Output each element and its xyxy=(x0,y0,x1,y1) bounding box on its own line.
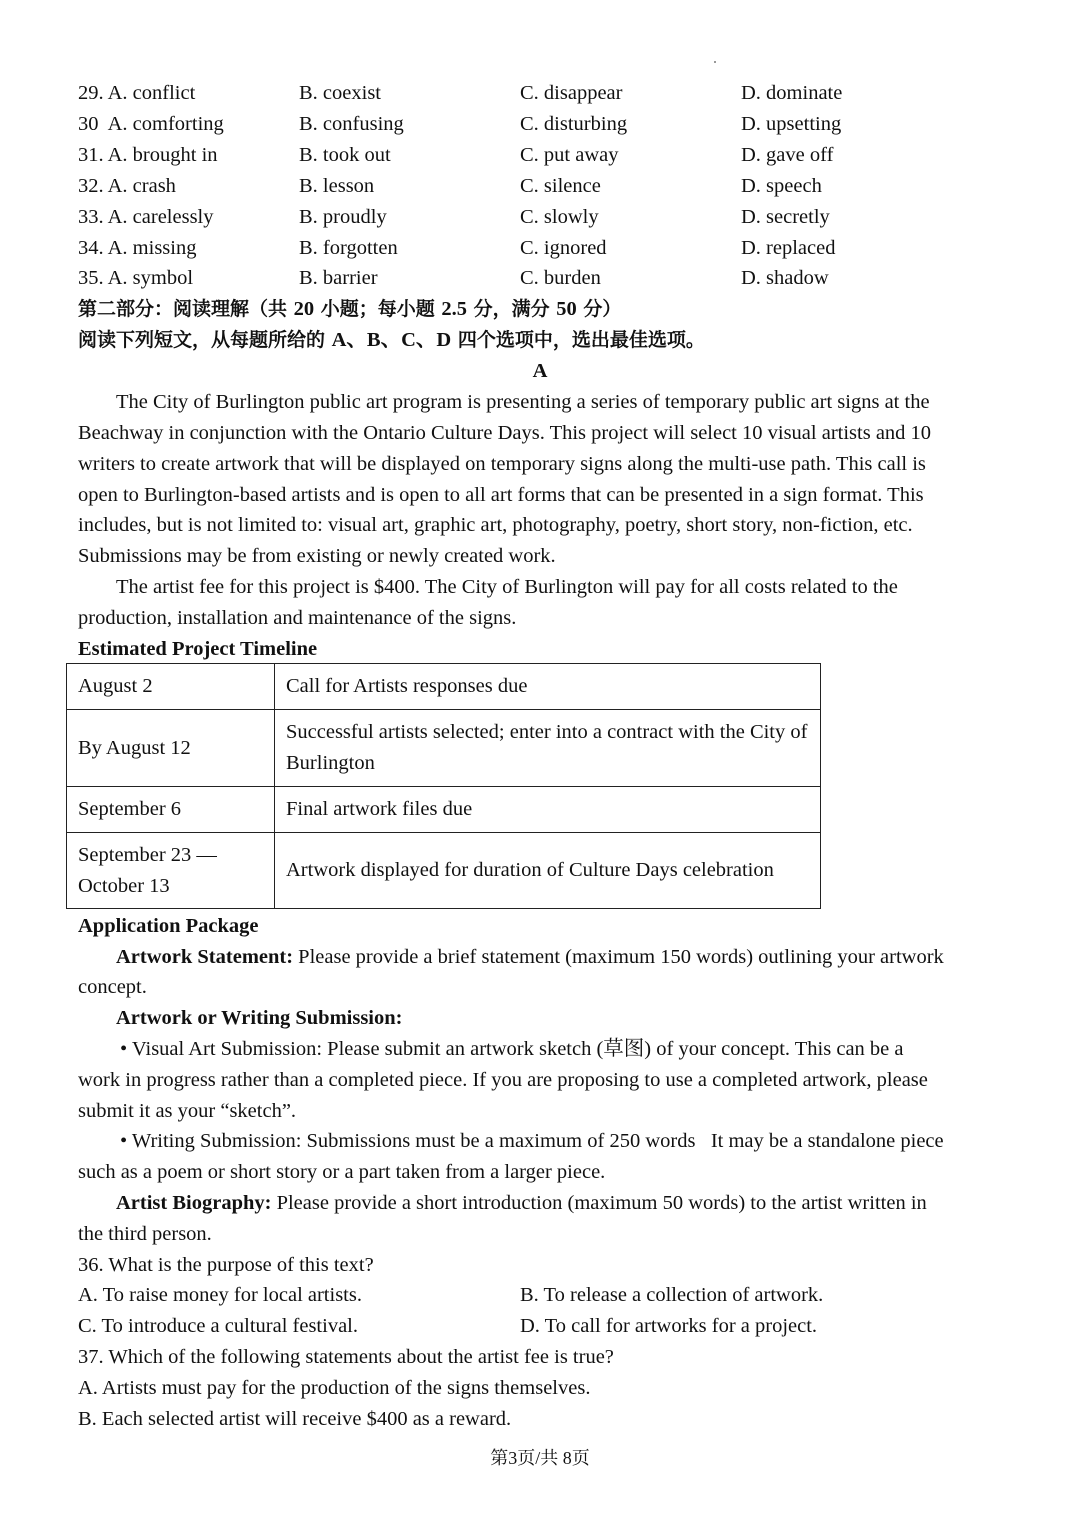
option-b: B. took out xyxy=(299,144,391,166)
option-d: D. shadow xyxy=(741,267,829,289)
answer-d: D. To call for artworks for a project. xyxy=(520,1315,818,1337)
table-row xyxy=(67,710,821,787)
option-d: D. secretly xyxy=(741,206,830,228)
passage-line: work in progress rather than a completed piece. If you are proposing to use a completed artwork, please xyxy=(78,1069,928,1091)
option-c: C. put away xyxy=(520,144,619,166)
passage-line: concept. xyxy=(78,976,147,998)
instruction-letters: A、B、C、D xyxy=(331,329,452,351)
answer-b: B. To release a collection of artwork. xyxy=(520,1284,824,1306)
option-d: D. dominate xyxy=(741,82,843,104)
passage-line: the third person. xyxy=(78,1223,212,1245)
question-37: 37. Which of the following statements about the artist fee is true? xyxy=(78,1346,614,1368)
page-footer: 第3页/共 8页 xyxy=(490,1448,590,1468)
options-row-34 xyxy=(78,233,978,264)
passage-line: submit it as your “sketch”. xyxy=(78,1100,297,1122)
option-c: C. silence xyxy=(520,175,601,197)
options-row-29 xyxy=(78,78,978,109)
option-a: 30 A. comforting xyxy=(78,113,224,135)
statement-label: Artwork Statement: xyxy=(116,946,294,968)
options-row-33 xyxy=(78,202,978,233)
passage-line: The artist fee for this project is $400. The City of Burlington will pay for all costs related to the xyxy=(116,576,898,598)
answer-b: B. Each selected artist will receive $400 as a reward. xyxy=(78,1408,512,1430)
passage-line: open to Burlington-based artists and is open to all art forms that can be presented in a sign format. This xyxy=(78,484,924,506)
option-a: 32. A. crash xyxy=(78,175,176,197)
application-heading: Application Package xyxy=(78,915,259,937)
answer-row xyxy=(78,1280,978,1311)
options-row-31 xyxy=(78,140,978,171)
option-c: C. slowly xyxy=(520,206,599,228)
option-a: 33. A. carelessly xyxy=(78,206,214,228)
passage-line: writers to create artwork that will be displayed on temporary signs along the multi-use path. This call is xyxy=(78,453,926,475)
timeline-date: August 2 xyxy=(67,664,275,710)
answer-row xyxy=(78,1311,978,1342)
answer-a: A. To raise money for local artists. xyxy=(78,1284,362,1306)
question-36: 36. What is the purpose of this text? xyxy=(78,1254,374,1276)
timeline-date: By August 12 xyxy=(67,710,275,787)
passage-letter: A xyxy=(532,360,548,382)
artwork-statement xyxy=(116,942,944,973)
option-b: B. barrier xyxy=(299,267,378,289)
option-c: C. disturbing xyxy=(520,113,628,135)
timeline-event: Successful artists selected; enter into a contract with the City of Burlington xyxy=(275,710,821,787)
section-title-pre: 第二部分：阅读理解（共 xyxy=(78,298,294,320)
passage-line: such as a poem or short story or a part taken from a larger piece. xyxy=(78,1161,606,1183)
scan-dot xyxy=(714,61,716,63)
passage-line: production, installation and maintenance of the signs. xyxy=(78,607,517,629)
option-c: C. ignored xyxy=(520,237,607,259)
option-b: B. proudly xyxy=(299,206,387,228)
section-title-mid2: 分，满分 xyxy=(466,298,557,320)
statement-text: Please provide a brief statement (maximum 150 words) outlining your artwork xyxy=(293,946,944,968)
section-title xyxy=(78,294,621,325)
timeline-event: Final artwork files due xyxy=(275,787,821,833)
passage-line: includes, but is not limited to: visual art, graphic art, photography, poetry, short story, non-fiction, etc. xyxy=(78,514,913,536)
option-b: B. confusing xyxy=(299,113,404,135)
option-a: 35. A. symbol xyxy=(78,267,194,289)
passage-line: The City of Burlington public art program is presenting a series of temporary public art signs at the xyxy=(116,391,930,413)
options-row-32 xyxy=(78,171,978,202)
bio-text: Please provide a short introduction (maximum 50 words) to the artist written in xyxy=(271,1192,927,1214)
passage-line: Submissions may be from existing or newly created work. xyxy=(78,545,556,567)
passage-line: Beachway in conjunction with the Ontario Culture Days. This project will select 10 visual artists and 10 xyxy=(78,422,932,444)
question-count: 20 xyxy=(293,298,315,320)
timeline-date: September 6 xyxy=(67,787,275,833)
option-d: D. gave off xyxy=(741,144,834,166)
visual-art-item: • Visual Art Submission: Please submit an artwork sketch (草图) of your concept. This can be a xyxy=(120,1038,904,1060)
instruction-pre: 阅读下列短文，从每题所给的 xyxy=(78,329,332,351)
timeline-heading: Estimated Project Timeline xyxy=(78,638,318,660)
section-instruction xyxy=(78,325,705,356)
instruction-post: 四个选项中，选出最佳选项。 xyxy=(451,329,705,351)
artist-biography xyxy=(116,1188,927,1219)
option-c: C. burden xyxy=(520,267,601,289)
table-row xyxy=(67,787,821,833)
bio-label: Artist Biography: xyxy=(116,1192,272,1214)
section-title-mid1: 小题；每小题 xyxy=(314,298,442,320)
points-each: 2.5 xyxy=(441,298,467,320)
writing-item: • Writing Submission: Submissions must be a maximum of 250 words It may be a standalone piece xyxy=(120,1130,944,1152)
timeline-table xyxy=(66,663,821,909)
option-a: 34. A. missing xyxy=(78,237,197,259)
option-a: 31. A. brought in xyxy=(78,144,218,166)
options-row-30 xyxy=(78,109,978,140)
option-b: B. forgotten xyxy=(299,237,398,259)
option-a: 29. A. conflict xyxy=(78,82,196,104)
option-b: B. lesson xyxy=(299,175,375,197)
timeline-date: September 23 — October 13 xyxy=(67,833,275,909)
timeline-event: Artwork displayed for duration of Culture Days celebration xyxy=(275,833,821,909)
section-title-post: 分） xyxy=(576,298,622,320)
submission-heading: Artwork or Writing Submission: xyxy=(116,1007,403,1029)
timeline-event: Call for Artists responses due xyxy=(275,664,821,710)
options-row-35 xyxy=(78,263,978,294)
points-total: 50 xyxy=(556,298,577,320)
answer-c: C. To introduce a cultural festival. xyxy=(78,1315,358,1337)
answer-a: A. Artists must pay for the production of the signs themselves. xyxy=(78,1377,591,1399)
option-d: D. replaced xyxy=(741,237,836,259)
option-d: D. upsetting xyxy=(741,113,842,135)
table-row xyxy=(67,664,821,710)
option-b: B. coexist xyxy=(299,82,381,104)
option-c: C. disappear xyxy=(520,82,623,104)
option-d: D. speech xyxy=(741,175,822,197)
table-row xyxy=(67,833,821,909)
